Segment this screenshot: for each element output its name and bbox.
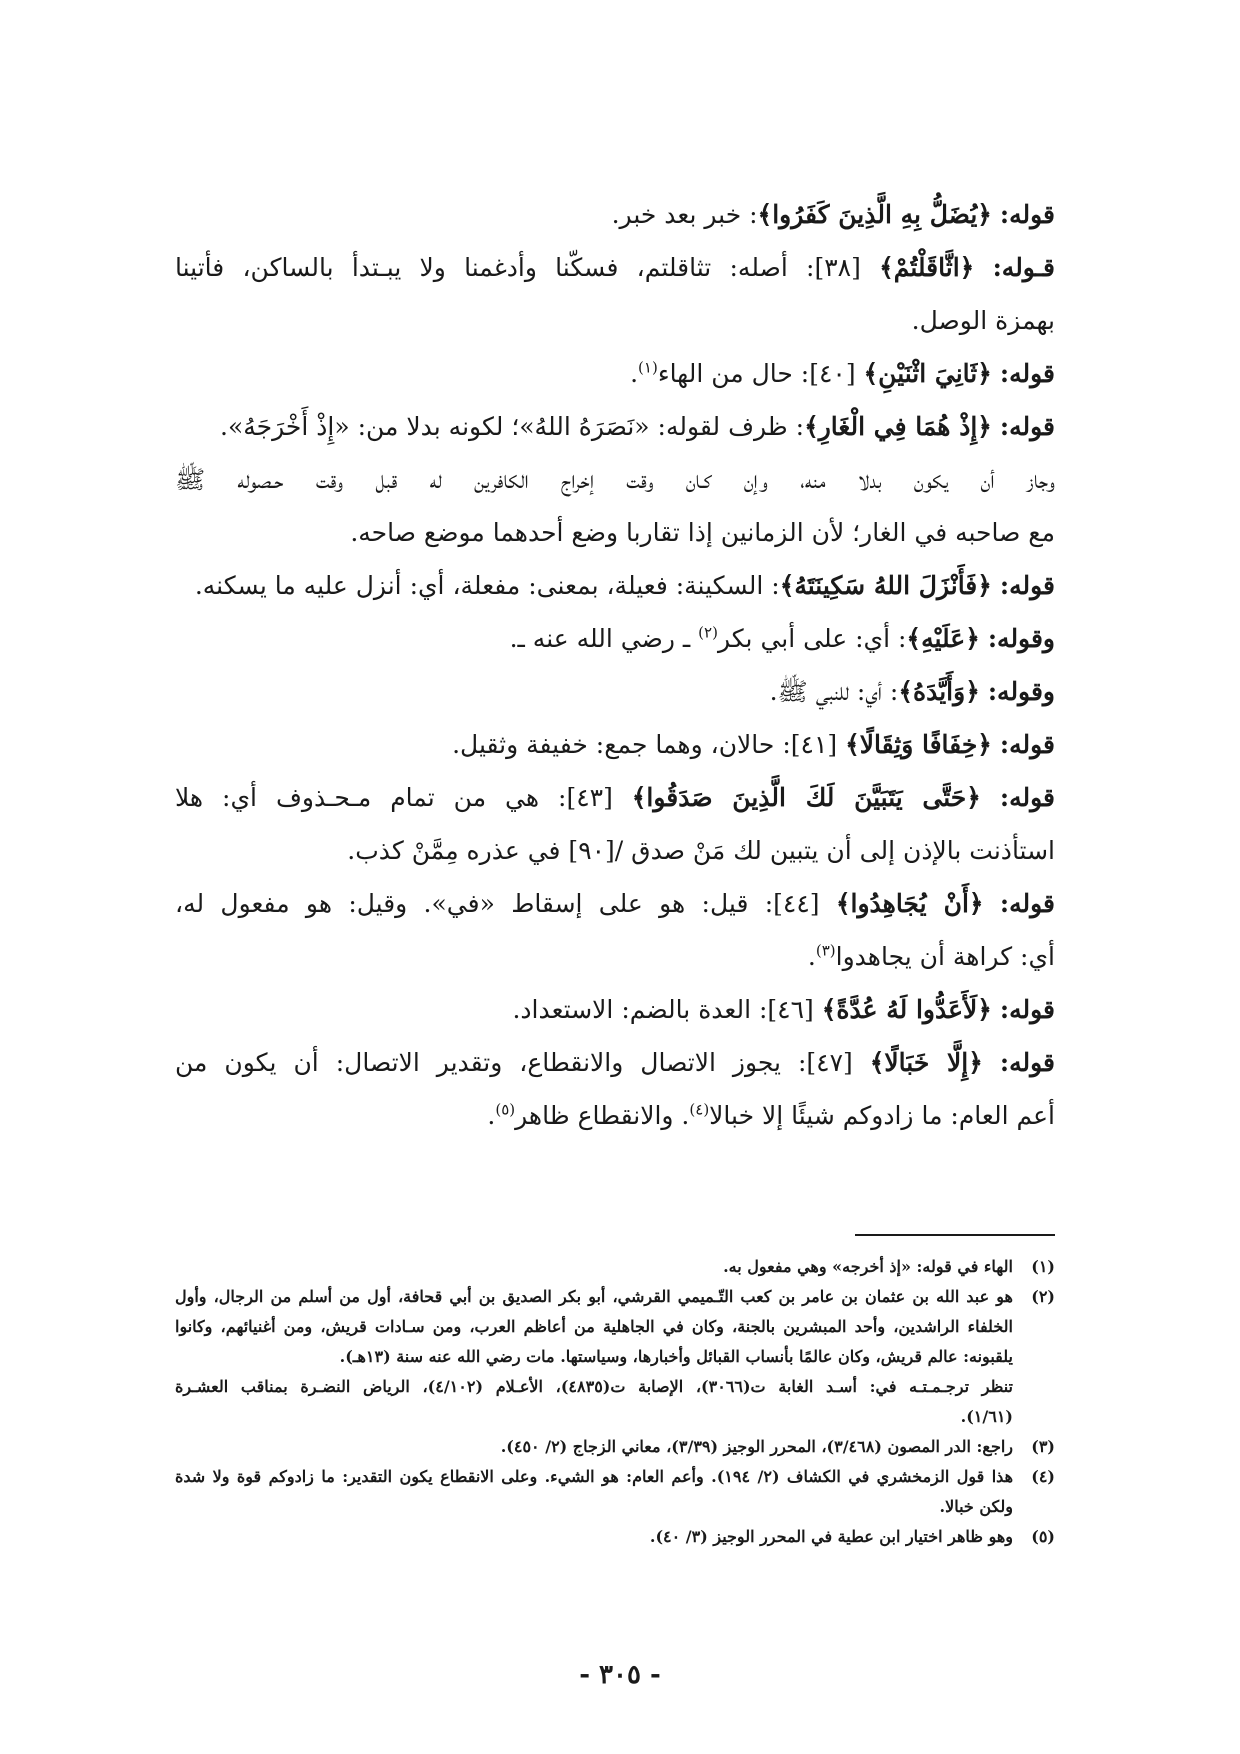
lead-word: قوله:: [999, 889, 1056, 918]
footnote: [175, 1282, 1055, 1432]
line-text: وجاز أن يكون بدلا منه، وإن كـان وقت إخراج الكافرين له قبل وقت حـصوله ﷺ: [175, 465, 1055, 494]
quran-quote: ﴿إِلَّا خَبَالًا﴾: [869, 1048, 983, 1077]
footnote-separator: [855, 1234, 1055, 1236]
line-text: : ظرف لقوله: «نَصَرَهُ اللهُ»؛ لكونه بدلا من: «إِذْ أَخْرَجَهُ».: [220, 412, 805, 441]
footnote: [175, 1432, 1055, 1462]
footnote-line: هو عبد الله بن عثمان بن عامر بن كعب التّـميمي القرشي، أبو بكر الصديق بن أبي قحافة، أول من أسلم من الرجال، وأول: [175, 1287, 1013, 1306]
quran-quote: ﴿يُضَلُّ بِهِ الَّذِينَ كَفَرُوا﴾: [757, 200, 992, 229]
line-text: [٤٧]: يجوز الاتصال والانقطاع، وتقدير الاتصال: أن يكون من: [175, 1048, 870, 1077]
footnote-line: راجع: الدر المصون (٣/٤٦٨)، المحرر الوجيز (٣/٣٩)، معاني الزجاج (٢/ ٤٥٠).: [500, 1437, 1013, 1456]
quran-quote: ﴿إِذْ هُمَا فِي الْغَارِ﴾: [804, 412, 992, 441]
line-text: [٣٨]: أصله: تثاقلتم، فسكّنا وأدغمنا ولا يبـتدأ بالساكن، فأتينا: [175, 253, 880, 282]
footnote-line: الخلفاء الراشدين، وأحد المبشرين بالجنة، وكان في الجاهلية من أعاظم العرب، ومن سـادات قريش، ومن أغنيائهم، وكانوا: [175, 1317, 1013, 1336]
line-tail: .: [807, 942, 816, 971]
text-line: [175, 665, 1055, 718]
lead-word: قوله:: [999, 1048, 1056, 1077]
page-number: - ٣٠٥ -: [579, 1660, 661, 1690]
quran-quote: ﴿عَلَيْهِ﴾: [906, 624, 980, 653]
line-text: أي: كراهة أن يجاهدوا: [835, 942, 1055, 971]
line-text: استأذنت بالإذن إلى أن يتبين لك مَنْ صدق /[٩٠] في عذره مِمَّنْ كذب.: [347, 836, 1055, 865]
lead-word: قوله:: [999, 200, 1055, 229]
line-tail: .: [487, 1101, 496, 1130]
lead-word: قوله:: [999, 359, 1055, 388]
footnote-ref[interactable]: (٣): [815, 941, 836, 960]
quran-quote: ﴿فَأَنْزَلَ اللهُ سَكِينَتَهُ﴾: [779, 571, 992, 600]
footnote-number: (٢): [1031, 1287, 1055, 1306]
footnotes: [175, 1252, 1055, 1552]
footnote-number: (٥): [1031, 1527, 1055, 1546]
text-line: [175, 824, 1055, 877]
footnote-line: ولكن خبالا.: [939, 1497, 1013, 1516]
footnote-ref[interactable]: (٤): [689, 1100, 710, 1119]
text-line: [175, 506, 1055, 559]
footnote-ref[interactable]: (٥): [495, 1100, 516, 1119]
lead-word: قوله:: [999, 730, 1055, 759]
lead-word: قوله:: [999, 571, 1055, 600]
footnote-line: تنظر ترجـمـتـه في: أسـد الغابة ت(٣٠٦٦)، الإصابة ت(٤٨٣٥)، الأعـلام (٤/١٠٢)، الرياض النضـرة بمناقب العشـرة: [175, 1377, 1013, 1396]
footnote-line: الهاء في قوله: «إذ أخرجه» وهي مفعول به.: [723, 1257, 1013, 1276]
text-line: [175, 612, 1055, 665]
line-text: [٤١]: حالان، وهما جمع: خفيفة وثقيل.: [452, 730, 846, 759]
text-line: [175, 400, 1055, 453]
line-tail: . والانقطاع ظاهر: [515, 1101, 690, 1130]
line-text: : السكينة: فعيلة، بمعنى: مفعلة، أي: أنزل عليه ما يسكنه.: [194, 571, 780, 600]
footnote-line: (١/٦١).: [960, 1407, 1013, 1426]
footnote-number: (٤): [1031, 1467, 1055, 1486]
quran-quote: ﴿لَأَعَدُّوا لَهُ عُدَّةً﴾: [821, 995, 992, 1024]
text-line: [175, 241, 1055, 294]
line-text: [٤٠]: حال من الهاء: [657, 359, 864, 388]
line-text: : خبر بعد خبر.: [611, 200, 758, 229]
text-line: [175, 877, 1055, 930]
text-line: [175, 1089, 1055, 1142]
footnote: [175, 1252, 1055, 1282]
footnote-line: وهو ظاهر اختيار ابن عطية في المحرر الوجيز (٣/ ٤٠).: [649, 1527, 1013, 1546]
footnote-ref[interactable]: (١): [638, 358, 658, 377]
text-line: [175, 1036, 1055, 1089]
line-text: : أي: على أبي بكر: [717, 624, 907, 653]
footnote: [175, 1522, 1055, 1552]
footnote-ref[interactable]: (٢): [698, 623, 718, 642]
footnote-line: هذا قول الزمخشري في الكشاف (٢/ ١٩٤). وأعم العام: هو الشيء. وعلى الانقطاع يكون التقدير: ما زادوكم قوة ولا شدة: [175, 1467, 1014, 1486]
lead-word: قوله:: [999, 412, 1055, 441]
quran-quote: ﴿خِفَافًا وَثِقَالًا﴾: [845, 730, 992, 759]
lead-word: قـوله:: [992, 253, 1056, 282]
text-line: [175, 983, 1055, 1036]
text-line: [175, 347, 1055, 400]
line-text: مع صاحبه في الغار؛ لأن الزمانين إذا تقاربا وضع أحدهما موضع صاحه.: [350, 518, 1055, 547]
lead-word: وقوله:: [987, 624, 1055, 653]
line-text: : أي: للنبي ﷺ.: [769, 677, 899, 706]
text-line: [175, 559, 1055, 612]
line-text: أعم العام: ما زادوكم شيئًا إلا خبالا: [709, 1101, 1055, 1130]
line-text: [٤٦]: العدة بالضم: الاستعداد.: [512, 995, 822, 1024]
quran-quote: ﴿اثَّاقَلْتُمْ﴾: [879, 253, 975, 282]
text-line: [175, 294, 1055, 347]
line-tail: .: [630, 359, 639, 388]
lead-word: قوله:: [999, 783, 1056, 812]
commentary-text: [175, 188, 1055, 1142]
line-text: بهمزة الوصل.: [911, 306, 1055, 335]
text-line: [175, 930, 1055, 983]
text-line: [175, 188, 1055, 241]
footnote-number: (١): [1031, 1257, 1055, 1276]
text-line: [175, 771, 1055, 824]
quran-quote: ﴿أَنْ يُجَاهِدُوا﴾: [835, 889, 984, 918]
lead-word: وقوله:: [987, 677, 1055, 706]
text-line: [175, 718, 1055, 771]
quran-quote: ﴿حَتَّى يَتَبَيَّنَ لَكَ الَّذِينَ صَدَقُوا﴾: [631, 783, 981, 812]
footnote-line: يلقبونه: عالم قريش، وكان عالمًا بأنساب القبائل وأخبارها، وسياستها. مات رضي الله عنه سنة (١٣هـ).: [339, 1347, 1013, 1366]
text-line: [175, 453, 1055, 506]
footnote-number: (٣): [1031, 1437, 1055, 1456]
line-text: [٤٤]: قيل: هو على إسقاط «في». وقيل: هو مفعول له،: [175, 889, 836, 918]
quran-quote: ﴿وَأَيَّدَهُ﴾: [898, 677, 980, 706]
footnote: [175, 1462, 1055, 1522]
line-text: [٤٣]: هي من تمام مـحـذوف أي: هلا: [175, 783, 632, 812]
quran-quote: ﴿ثَانِيَ اثْنَيْنِ﴾: [863, 359, 992, 388]
lead-word: قوله:: [999, 995, 1055, 1024]
line-tail: ـ رضي الله عنه ـ.: [509, 624, 699, 653]
